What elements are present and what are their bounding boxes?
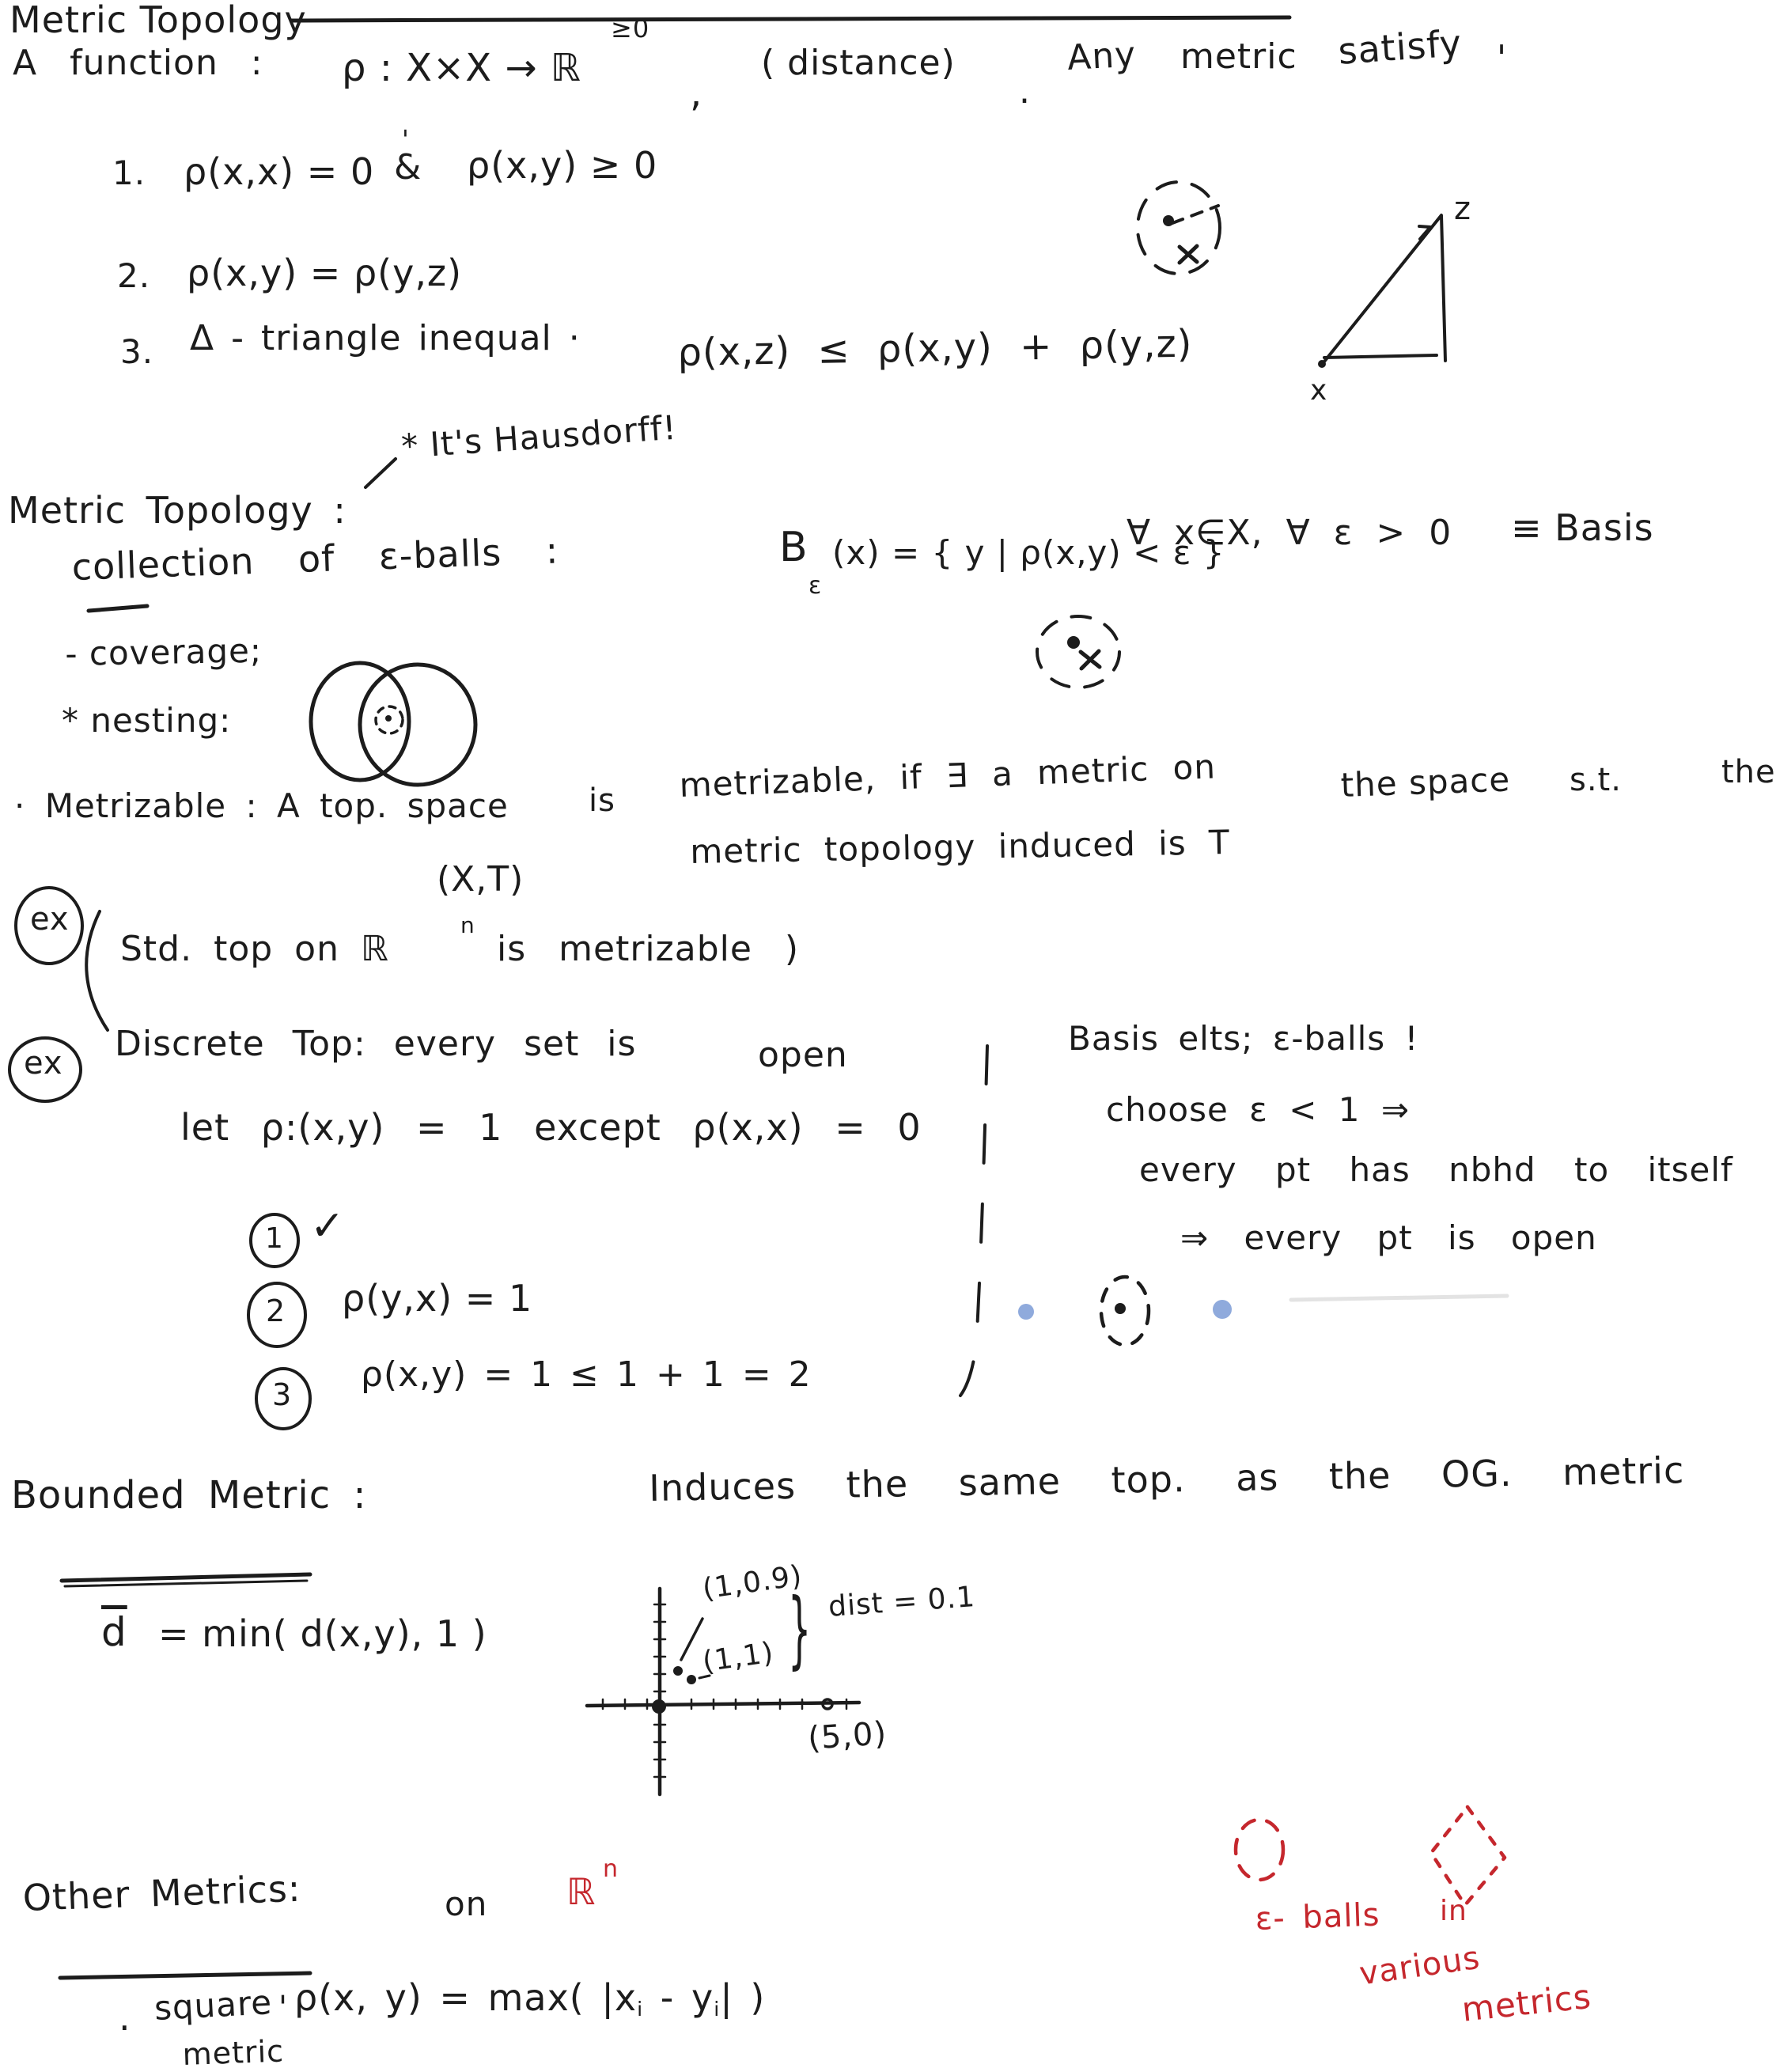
metric-map-formula: ρ : X×X → ℝ <box>342 46 581 90</box>
red-caption-in: in <box>1440 1895 1467 1927</box>
ampersand: & <box>394 147 422 188</box>
x-axis <box>587 1703 859 1706</box>
word-open: open <box>758 1035 848 1075</box>
axiom-1-formula: ρ(x,x) = 0 <box>184 150 375 193</box>
tick-mark: ' <box>1497 38 1508 78</box>
red-dashed-ball <box>1236 1820 1283 1880</box>
triangle-arrowhead <box>1419 226 1430 239</box>
point-label-1-09: (1,0.9) <box>700 1559 805 1606</box>
word-metric: metric <box>1180 36 1297 77</box>
red-caption-various: various <box>1357 1939 1483 1993</box>
every-pt-open-line: ⇒ every pt is open <box>1180 1218 1597 1257</box>
axiom-1-formula-b: ρ(x,y) ≥ 0 <box>467 144 658 187</box>
discrete-ball-dot <box>1115 1303 1126 1314</box>
square-metric-tick: ' <box>278 1990 288 2026</box>
curly-brace: } <box>788 1579 812 1678</box>
hausdorff-slash <box>365 459 396 487</box>
title-rule <box>291 17 1289 21</box>
red-caption-eballs: ε- balls <box>1254 1896 1381 1938</box>
ball-mid-center-dot <box>1067 636 1080 649</box>
comma: , <box>690 71 703 116</box>
bounded-underline-2 <box>65 1581 307 1586</box>
point-1-09 <box>673 1666 683 1676</box>
point-label-5-0: (5,0) <box>806 1715 888 1757</box>
example-label-discrete: ex <box>24 1045 63 1081</box>
quantifiers: ∀ x∈X, ∀ ε > 0 <box>1127 513 1452 553</box>
ball-top-center-dot <box>1163 215 1174 226</box>
period: . <box>1019 71 1031 112</box>
formula-sub-i1: i <box>637 1998 644 2021</box>
induces-line: Induces the same top. as the OG. metric <box>648 1449 1685 1509</box>
red-dashed-diamond <box>1431 1807 1505 1905</box>
triangle-sketch <box>1321 215 1445 366</box>
discrete-dashed-ball <box>1101 1277 1149 1345</box>
ball-top-x-mark <box>1180 246 1197 263</box>
square-metric-bullet: · <box>119 2006 131 2049</box>
venn-inner-dot <box>385 715 392 722</box>
venn-right-circle <box>360 665 475 785</box>
space-pair-label: (X,T) <box>437 859 524 900</box>
metrizable-line-is: is <box>589 782 615 819</box>
other-metrics-underline <box>60 1973 310 1978</box>
metrizable-line-c: metrizable, if ∃ a metric on <box>678 747 1217 805</box>
x-axis-ticks <box>603 1699 846 1709</box>
origin-dot <box>652 1699 666 1714</box>
ball-mid-x-mark <box>1081 651 1100 669</box>
axiom-3-label: Δ - triangle inequal · <box>190 318 581 358</box>
dashed-column-separator <box>960 1046 987 1396</box>
std-top-example: Std. top on ℝ <box>120 929 389 969</box>
ball-top-radius-dash <box>1172 206 1218 223</box>
word-on: on <box>445 1884 488 1923</box>
metric-topology-heading: Metric Topology : <box>8 489 346 532</box>
coverage-bullet: - coverage; <box>64 631 263 673</box>
axiom-2-number: 2. <box>117 256 151 295</box>
ball-epsilon-subscript: ε <box>808 572 823 600</box>
ball-B: B <box>779 524 808 571</box>
choose-epsilon-line: choose ε < 1 ⇒ <box>1106 1090 1411 1129</box>
triangle-label-x: x <box>1310 374 1328 407</box>
d-bar: $\overline{d}$ <box>101 1609 127 1655</box>
point-label-1-1: (1,1) <box>700 1636 776 1679</box>
triangle-inequality-formula: ρ(x,z) ≤ ρ(x,y) + ρ(y,z) <box>676 321 1193 375</box>
word-metric-sub: metric <box>181 2033 285 2072</box>
word-any: Any <box>1066 34 1138 78</box>
rn-superscript: n <box>460 912 475 938</box>
blue-point-right <box>1213 1300 1232 1319</box>
item-2-number: 2 <box>266 1294 286 1328</box>
point-5-0 <box>823 1699 832 1709</box>
venn-inner-dashed-ball <box>376 706 403 733</box>
word-square: square <box>153 1983 274 2028</box>
item-2-formula: ρ(y,x) = 1 <box>342 1277 533 1320</box>
y-axis-ticks <box>654 1604 665 1777</box>
epsilon-ball-sketch-mid <box>1037 616 1119 688</box>
basis-equivalence: ≡ Basis <box>1511 506 1654 549</box>
collection-label: collection of ε-balls : <box>70 528 560 589</box>
dist-label: dist = 0.1 <box>827 1581 977 1623</box>
item-3-number: 3 <box>272 1377 293 1412</box>
nbhd-line: every pt has nbhd to itself <box>1139 1150 1733 1189</box>
hausdorff-note: * It's Hausdorff! <box>400 407 679 466</box>
formula-part-a: ρ(x, y) = max( |x <box>294 1976 638 2019</box>
nesting-bullet: * nesting: <box>62 701 232 740</box>
axiom-3-number: 3. <box>120 332 154 371</box>
metrizable-line-st: s.t. <box>1570 762 1622 798</box>
metric-topology-underline <box>89 606 147 611</box>
point-1-1 <box>687 1675 696 1684</box>
bounded-metric-formula: = min( d(x,y), 1 ) <box>158 1612 487 1655</box>
checkmark: ✓ <box>310 1203 346 1250</box>
discrete-metric-def: let ρ:(x,y) = 1 except ρ(x,x) = 0 <box>180 1106 922 1149</box>
triangle-base <box>1324 355 1437 358</box>
red-caption-metrics: metrics <box>1460 1976 1593 2029</box>
square-metric-formula <box>294 1976 766 2021</box>
faint-stray-line <box>1291 1296 1507 1300</box>
venn-left-circle <box>311 663 409 780</box>
discrete-top-line: Discrete Top: every set is <box>115 1024 637 1064</box>
basis-elts-line: Basis elts; ε-balls ! <box>1068 1019 1419 1058</box>
formula-part-c: | ) <box>720 1976 766 2019</box>
distance-note: ( distance) <box>761 43 956 83</box>
metrizable-line-the: the <box>1721 754 1776 790</box>
function-intro: A function : <box>13 43 263 83</box>
metrizable-line-2: metric topology induced is T <box>689 823 1231 871</box>
ball-definition: (x) = { y | ρ(x,y) < ε } <box>832 533 1225 572</box>
triangle-label-z: z <box>1454 191 1471 227</box>
nonneg-superscript: ≥0 <box>611 13 650 44</box>
std-top-example-b: is metrizable ) <box>497 929 800 969</box>
example-big-paren <box>86 911 108 1030</box>
metrizable-line-a: · Metrizable : A top. space <box>14 786 509 825</box>
bounded-underline <box>62 1574 310 1581</box>
example-label-metrizable: ex <box>30 901 70 938</box>
rn-red-superscript: n <box>603 1855 619 1883</box>
epsilon-ball-sketch-top <box>1138 182 1220 274</box>
formula-sub-i2: i <box>714 1998 721 2021</box>
label-arrow <box>681 1619 702 1660</box>
axiom-2-formula: ρ(x,y) = ρ(y,z) <box>187 252 463 294</box>
bounded-metric-heading: Bounded Metric : <box>11 1473 367 1517</box>
item-1-number: 1 <box>265 1222 284 1255</box>
rn-red-label: ℝ <box>566 1870 596 1913</box>
triangle-vertex-dot <box>1318 360 1326 368</box>
other-metrics-heading: Other Metrics: <box>21 1866 302 1919</box>
page-title: Metric Topology <box>9 0 307 41</box>
ampersand-tick: ' <box>402 124 410 154</box>
metrizable-line-d: the space <box>1339 759 1511 805</box>
word-satisfy: satisfy <box>1336 21 1464 73</box>
axiom-1-number: 1. <box>112 153 146 192</box>
item-3-formula: ρ(x,y) = 1 ≤ 1 + 1 = 2 <box>361 1354 812 1395</box>
blue-point-left <box>1018 1304 1034 1320</box>
formula-part-b: - y <box>643 1976 714 2019</box>
